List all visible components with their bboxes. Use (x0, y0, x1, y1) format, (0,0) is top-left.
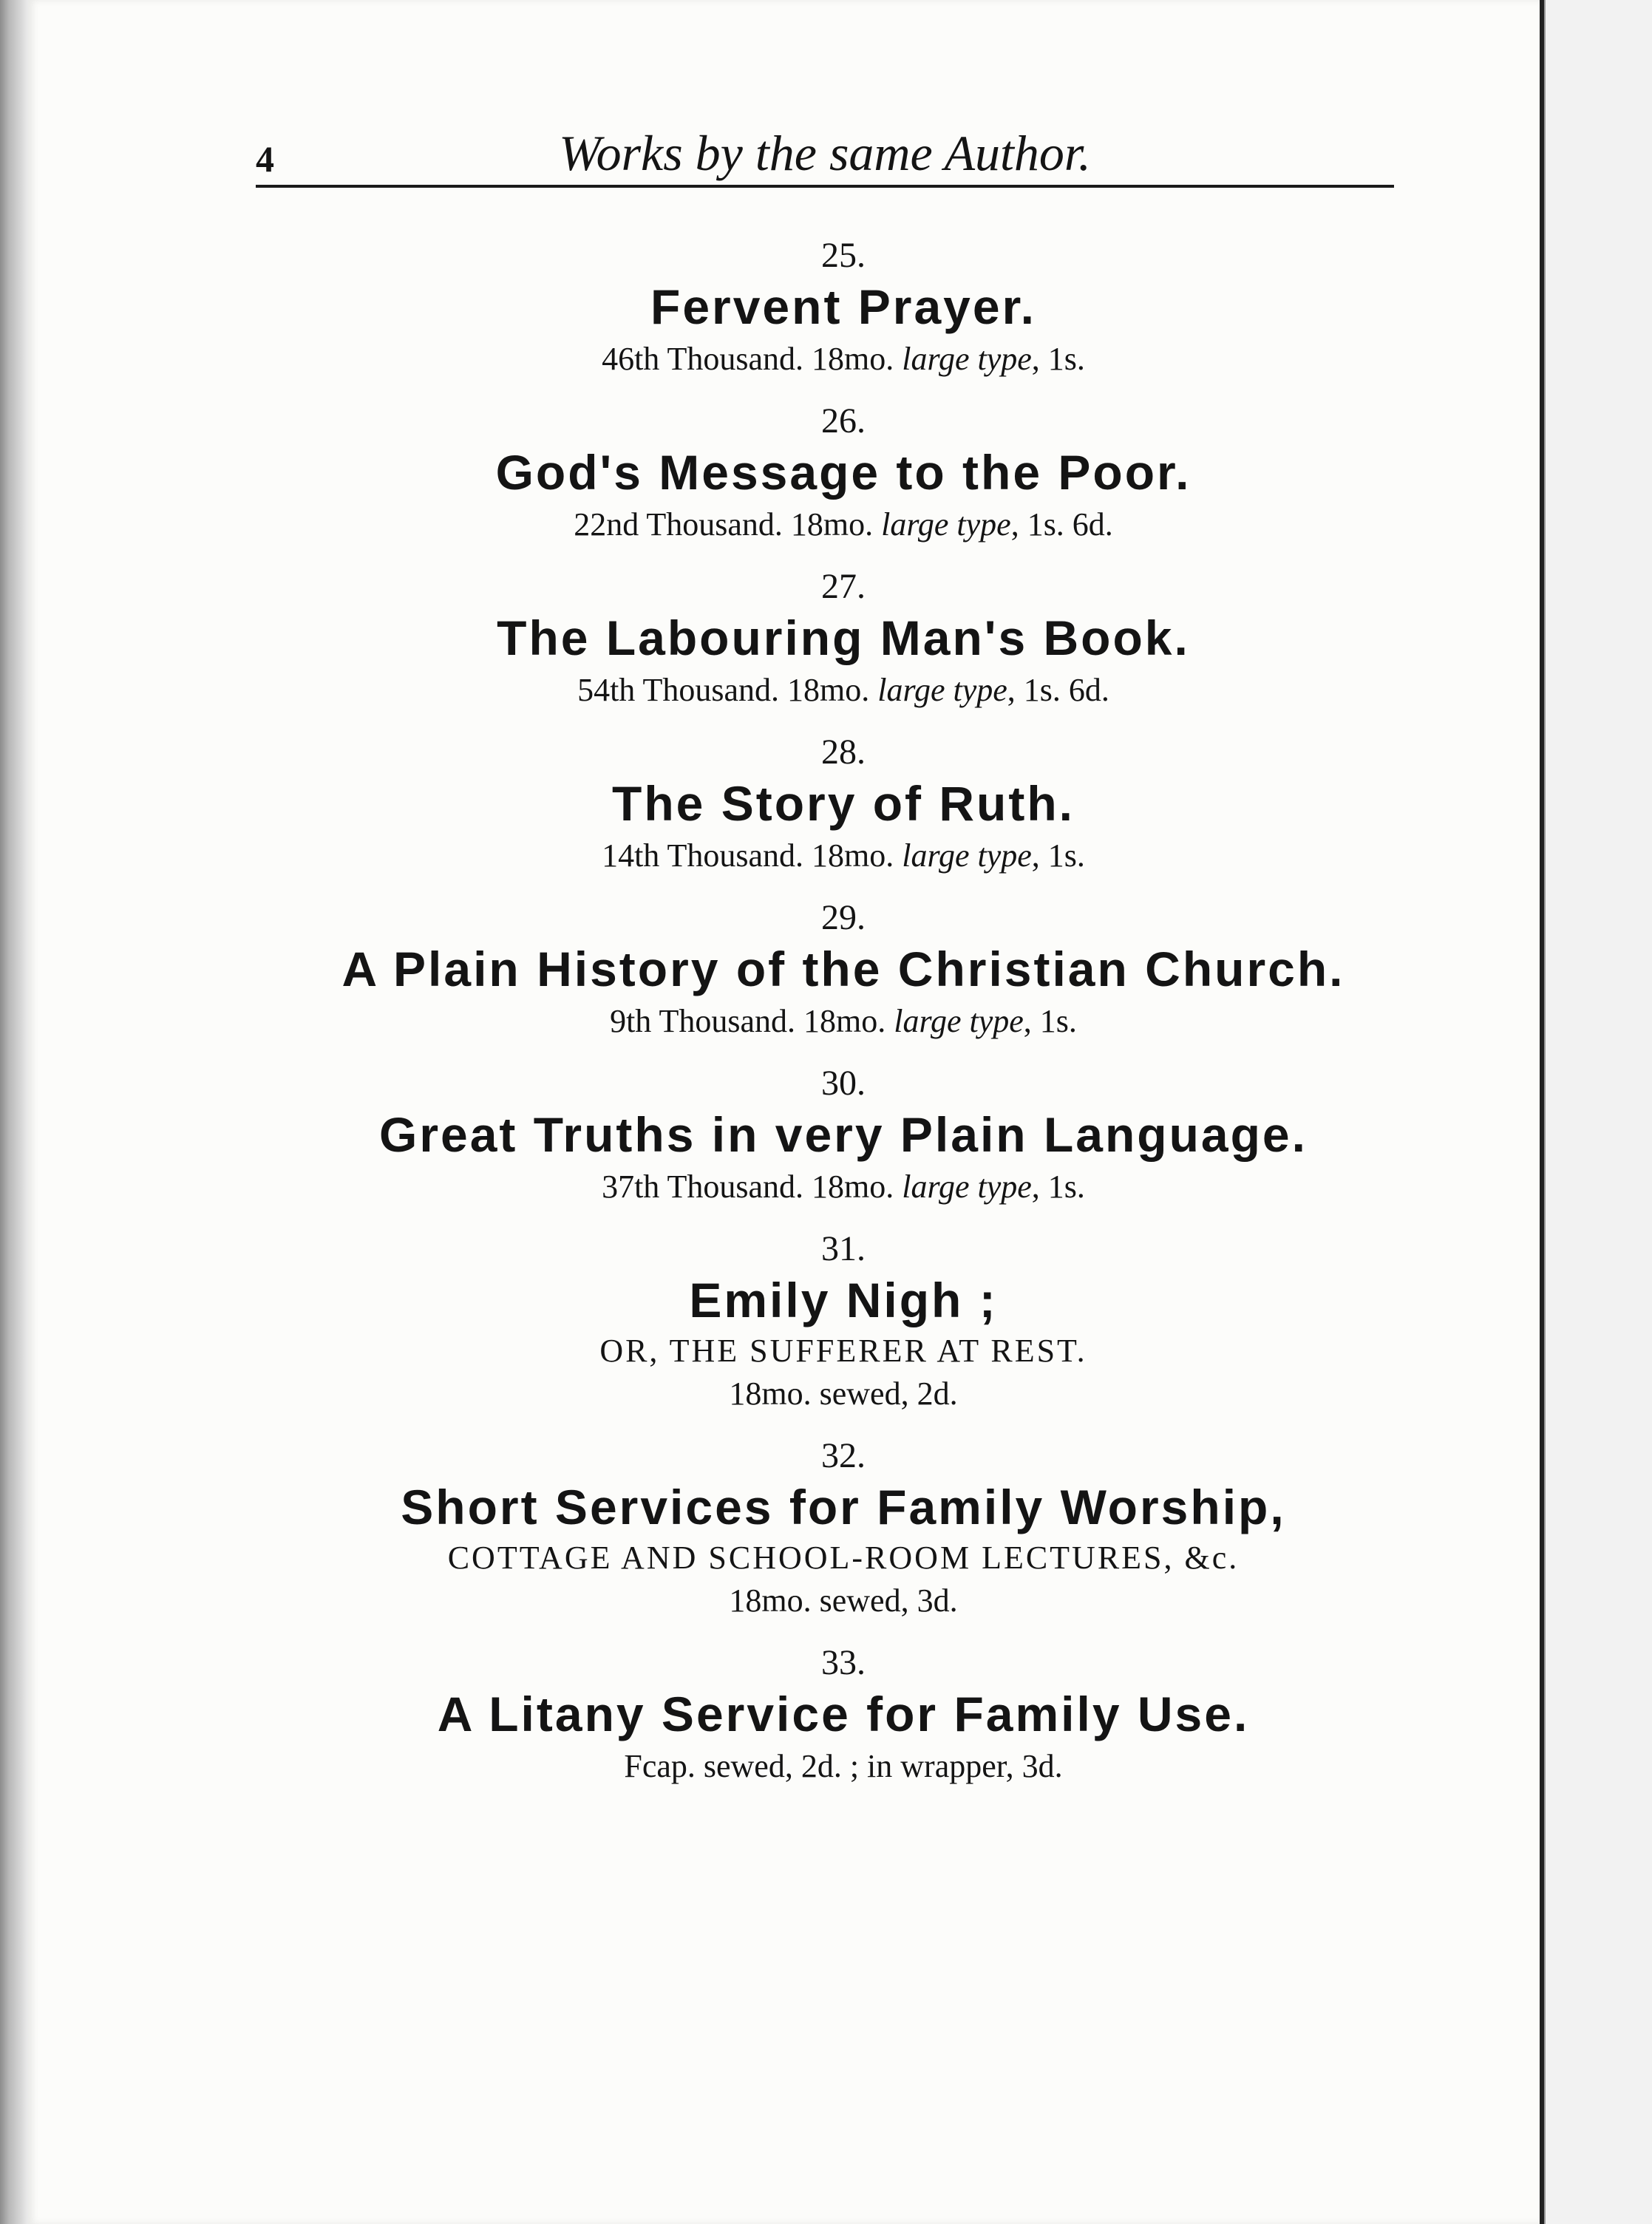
entry-title: Emily Nigh ; (689, 1273, 998, 1327)
entry-details: 22nd Thousand. 18mo. large type, 1s. 6d. (574, 506, 1113, 543)
entry-title: The Labouring Man's Book. (497, 611, 1190, 665)
entry-details: Fcap. sewed, 2d. ; in wrapper, 3d. (624, 1748, 1063, 1784)
list-item (256, 1228, 1431, 1416)
entry-number: 26. (821, 401, 866, 441)
list-item (256, 566, 1431, 713)
facing-page-edge (1544, 0, 1652, 2224)
list-item (256, 897, 1431, 1044)
entry-details: 18mo. sewed, 3d. (729, 1582, 958, 1619)
list-item (256, 401, 1431, 547)
entry-number: 33. (821, 1643, 866, 1682)
page-header (256, 111, 1394, 192)
entry-number: 30. (821, 1064, 866, 1103)
entry-title: Fervent Prayer. (650, 279, 1036, 334)
entry-title: Great Truths in very Plain Language. (379, 1107, 1308, 1162)
entry-title: God's Message to the Poor. (495, 445, 1192, 500)
entry-title: The Story of Ruth. (612, 776, 1075, 831)
entry-number: 27. (821, 567, 866, 606)
page-number: 4 (256, 138, 274, 180)
entry-number: 25. (821, 236, 866, 275)
running-title: Works by the same Author. (559, 125, 1091, 181)
entry-details: 18mo. sewed, 2d. (729, 1375, 958, 1412)
entry-title: A Litany Service for Family Use. (437, 1687, 1250, 1741)
list-item (256, 235, 1431, 381)
header-rule (256, 185, 1394, 188)
page-left-edge (0, 0, 30, 2224)
list-item (256, 1435, 1431, 1623)
entry-number: 29. (821, 898, 866, 937)
entry-number: 31. (821, 1229, 866, 1268)
list-item (256, 732, 1431, 878)
entry-subtitle: OR, THE SUFFERER AT REST. (599, 1333, 1087, 1369)
list-item (256, 1642, 1431, 1789)
entry-title: Short Services for Family Worship, (401, 1480, 1286, 1534)
entry-details: 46th Thousand. 18mo. large type, 1s. (602, 341, 1085, 377)
entry-details: 37th Thousand. 18mo. large type, 1s. (602, 1169, 1085, 1205)
works-list (256, 235, 1431, 1789)
entry-title: A Plain History of the Christian Church. (341, 942, 1345, 996)
list-item (256, 1063, 1431, 1209)
entry-details: 9th Thousand. 18mo. large type, 1s. (610, 1003, 1077, 1039)
entry-details: 14th Thousand. 18mo. large type, 1s. (602, 837, 1085, 874)
entry-subtitle: COTTAGE AND SCHOOL-ROOM LECTURES, &c. (447, 1540, 1240, 1576)
entry-details: 54th Thousand. 18mo. large type, 1s. 6d. (577, 672, 1109, 708)
entry-number: 32. (821, 1436, 866, 1475)
entry-number: 28. (821, 732, 866, 772)
